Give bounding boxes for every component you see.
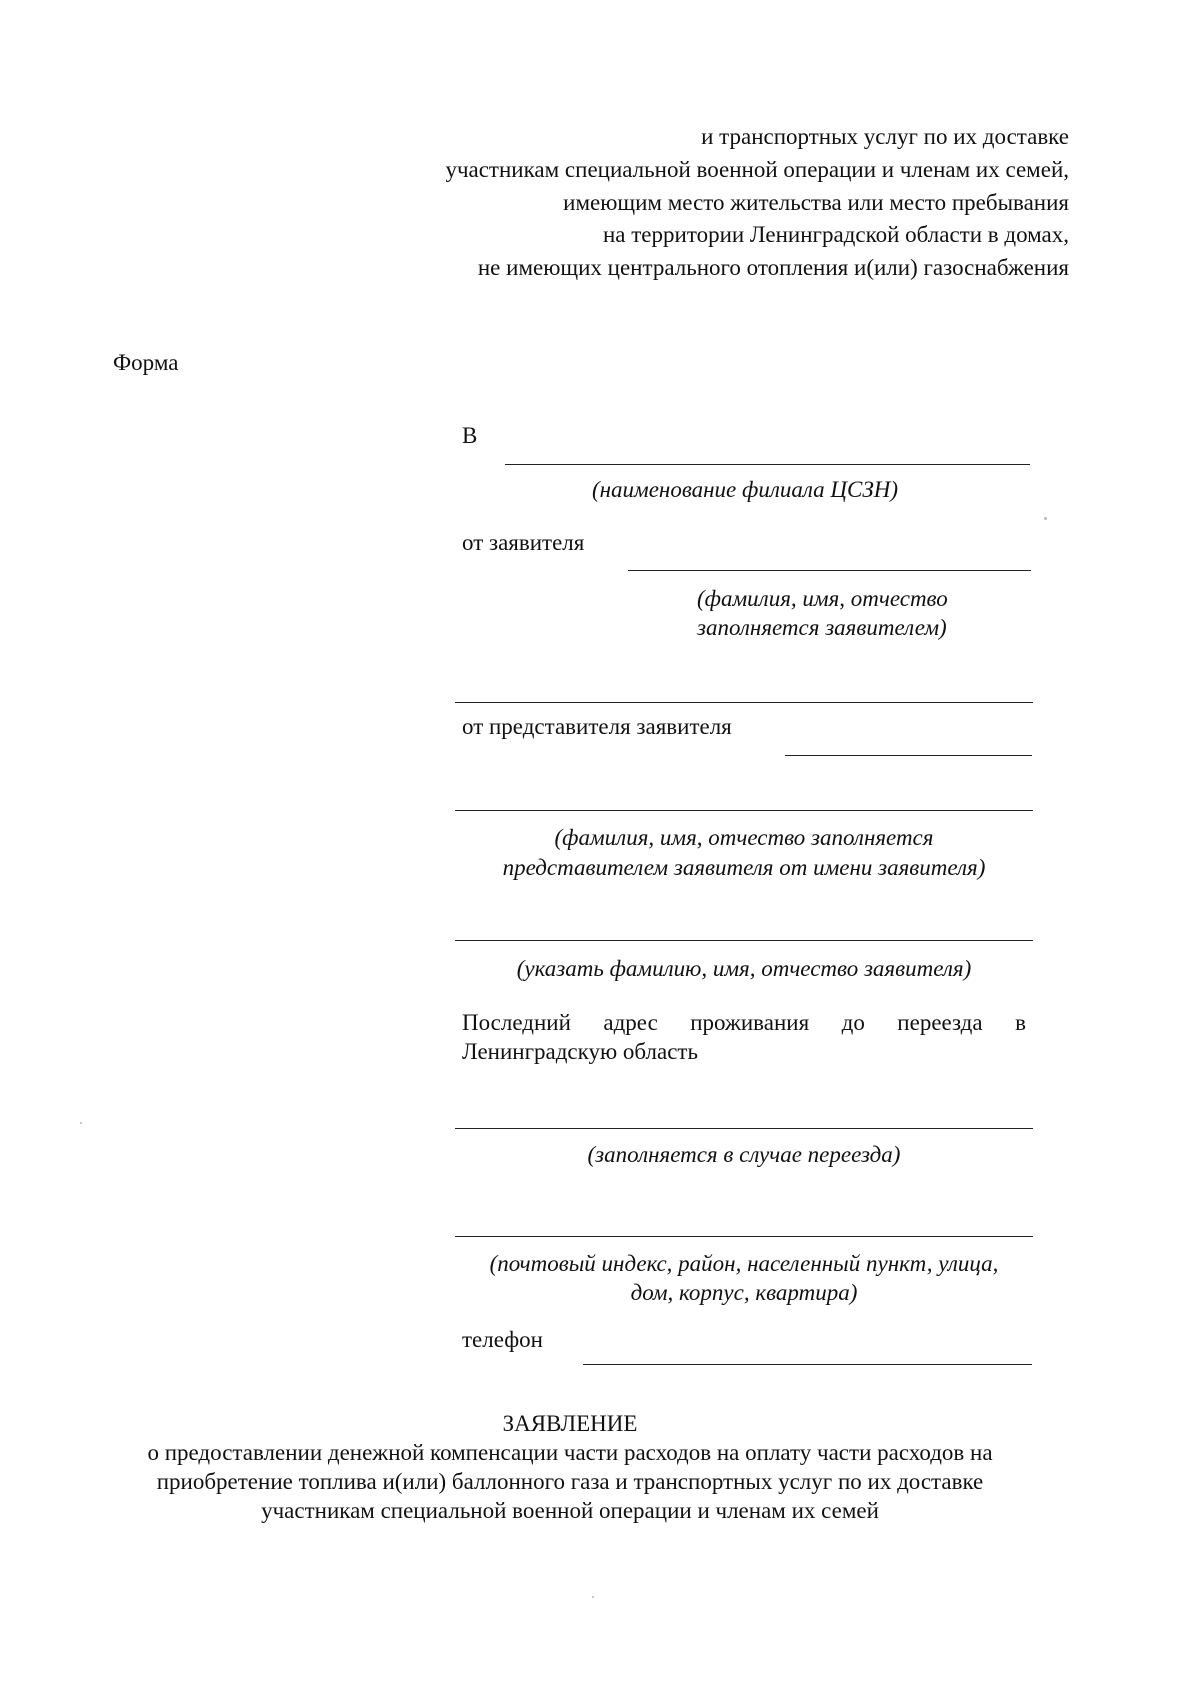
last-address-label [462, 1008, 1026, 1038]
header-line: не имеющих центрального отопления и(или) газоснабжения [477, 255, 1069, 280]
scan-speck [592, 1596, 594, 1598]
applicant-name-field[interactable] [455, 940, 1033, 941]
representative-field-extra[interactable] [455, 810, 1033, 811]
last-address-field[interactable] [455, 1128, 1033, 1129]
from-applicant-field-extra[interactable] [455, 702, 1033, 703]
representative-hint: (фамилия, имя, отчество заполняется [554, 825, 934, 850]
phone-label: телефон [462, 1327, 543, 1352]
to-branch-field[interactable] [505, 464, 1030, 465]
statement-title: ЗАЯВЛЕНИЕ [502, 1411, 638, 1436]
postal-address-hint: (почтовый индекс, район, населенный пункт, улица, [489, 1251, 999, 1276]
from-applicant-hint: (фамилия, имя, отчество [697, 586, 948, 611]
header-line: на территории Ленинградской области в домах, [602, 222, 1069, 247]
scan-speck [80, 1122, 82, 1124]
from-applicant-field[interactable] [628, 570, 1031, 571]
statement-line: о предоставлении денежной компенсации части расходов на оплату части расходов на [147, 1440, 993, 1465]
representative-hint: представителем заявителя от имени заявителя) [502, 855, 986, 880]
phone-field[interactable] [583, 1364, 1032, 1365]
postal-address-hint: дом, корпус, квартира) [630, 1280, 858, 1305]
statement-line: участникам специальной военной операции и членам их семей [261, 1498, 879, 1523]
from-applicant-hint: заполняется заявителем) [697, 615, 947, 640]
header-line: и транспортных услуг по их доставке [701, 124, 1069, 149]
form-label: Форма [113, 350, 179, 375]
last-address-word: адрес [603, 1010, 658, 1035]
header-line: участникам специальной военной операции и членам их семей, [445, 157, 1069, 182]
statement-line: приобретение топлива и(или) баллонного газа и транспортных услуг по их доставке [156, 1469, 984, 1494]
header-line: имеющим место жительства или место пребывания [563, 190, 1069, 215]
last-address-word: до [841, 1010, 865, 1035]
last-address-label-2: Ленинградскую область [462, 1039, 698, 1064]
last-address-word: в [1015, 1010, 1026, 1035]
from-applicant-label: от заявителя [462, 530, 585, 555]
move-hint: (заполняется в случае переезда) [587, 1142, 901, 1167]
last-address-word: Последний [462, 1010, 571, 1035]
postal-address-field[interactable] [455, 1236, 1033, 1237]
scan-speck [1044, 517, 1047, 520]
to-branch-hint: (наименование филиала ЦСЗН) [591, 477, 899, 502]
last-address-word: переезда [897, 1010, 983, 1035]
to-label: В [462, 423, 478, 448]
representative-label: от представителя заявителя [462, 714, 732, 739]
applicant-name-hint: (указать фамилию, имя, отчество заявителя) [516, 956, 972, 981]
representative-field[interactable] [785, 755, 1032, 756]
last-address-word: проживания [690, 1010, 810, 1035]
